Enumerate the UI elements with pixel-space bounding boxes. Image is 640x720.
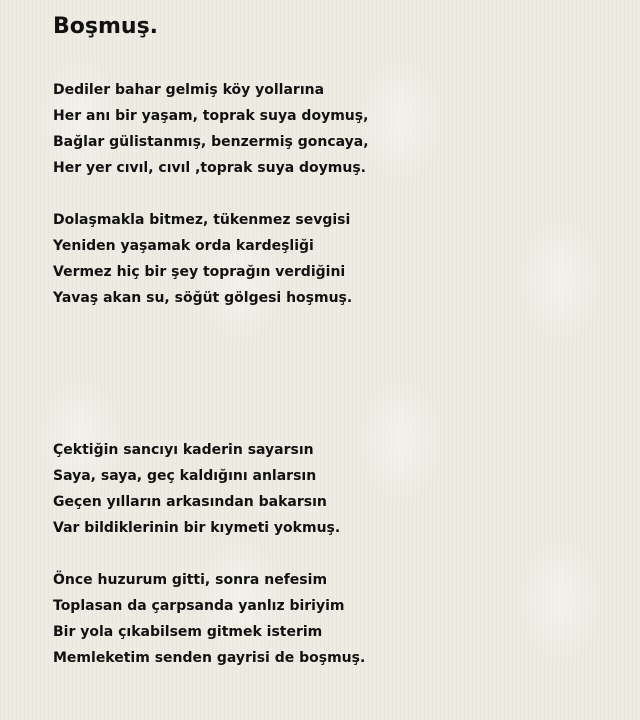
poem-line: Yeniden yaşamak orda kardeşliği [53,238,314,254]
poem-line: Her yer cıvıl, cıvıl ,toprak suya doymuş. [53,160,367,176]
stanza-4 [53,567,365,671]
poem-line: Dolaşmakla bitmez, tükenmez sevgisi [53,212,351,228]
poem-line: Toplasan da çarpsanda yanlız biriyim [53,598,345,614]
poem-title: Boşmuş. [53,14,159,39]
poem-line: Yavaş akan su, söğüt gölgesi hoşmuş. [53,290,353,306]
poem-line: Her anı bir yaşam, toprak suya doymuş, [53,108,369,124]
stanza-1 [53,77,369,181]
poem-line: Dediler bahar gelmiş köy yollarına [53,82,325,98]
poem-line: Çektiğin sancıyı kaderin sayarsın [53,442,314,458]
poem-line: Vermez hiç bir şey toprağın verdiğini [53,264,346,280]
poem-line: Var bildiklerinin bir kıymeti yokmuş. [53,520,341,536]
poem-line: Memleketim senden gayrisi de boşmuş. [53,650,366,666]
stanza-2 [53,207,352,311]
poem-line: Önce huzurum gitti, sonra nefesim [53,572,328,588]
poem-line: Bağlar gülistanmış, benzermiş goncaya, [53,134,369,150]
poem-line: Geçen yılların arkasından bakarsın [53,494,327,510]
poem-line: Saya, saya, geç kaldığını anlarsın [53,468,317,484]
poem-line: Bir yola çıkabilsem gitmek isterim [53,624,323,640]
stanza-3 [53,437,340,541]
